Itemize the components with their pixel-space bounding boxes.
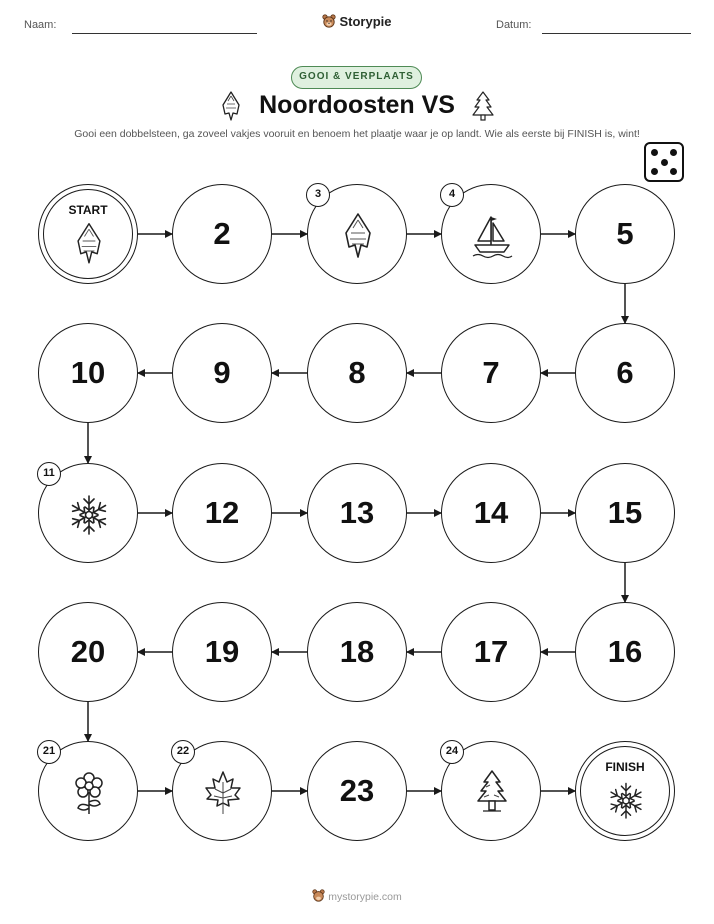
page-title: Noordoosten VS [259, 91, 455, 119]
space-number: 17 [473, 634, 509, 669]
space-number-badge: 21 [37, 740, 61, 764]
footer-url: mystorypie.com [328, 891, 402, 903]
board-space-14 [441, 463, 541, 563]
arrowhead-icon [336, 211, 380, 261]
space-number-badge: 3 [306, 183, 330, 207]
board-space-3 [307, 184, 407, 284]
board-space-17 [441, 602, 541, 702]
board-space-7 [441, 323, 541, 423]
board-space-12 [172, 463, 272, 563]
space-label: FINISH [605, 760, 645, 774]
space-number-badge: 24 [440, 740, 464, 764]
board-space-13 [307, 463, 407, 563]
snowflake-icon [67, 490, 111, 540]
space-number-badge: 22 [171, 740, 195, 764]
brand-name: Storypie [339, 14, 392, 29]
bear-icon [312, 889, 325, 902]
space-number: 18 [339, 634, 375, 669]
space-number: 15 [607, 495, 643, 530]
board-space-11 [38, 463, 138, 563]
board-space-10 [38, 323, 138, 423]
space-label: START [68, 203, 108, 217]
maple-leaf-icon [201, 768, 245, 818]
space-number: 6 [616, 355, 634, 390]
space-number: 14 [473, 495, 509, 530]
space-number: 7 [482, 355, 500, 390]
board-space-finish [575, 741, 675, 841]
board-space-21 [38, 741, 138, 841]
board-space-24 [441, 741, 541, 841]
board-space-15 [575, 463, 675, 563]
space-number: 8 [348, 355, 366, 390]
sailboat-icon [470, 211, 514, 261]
space-number: 9 [213, 355, 231, 390]
pine-tree-icon [470, 768, 514, 818]
die-icon [644, 142, 684, 182]
board-space-start [38, 184, 138, 284]
space-number: 23 [339, 773, 375, 808]
board-space-4 [441, 184, 541, 284]
space-number: 16 [607, 634, 643, 669]
space-number: 10 [70, 355, 106, 390]
snowflake-icon [606, 778, 646, 822]
space-number: 5 [616, 216, 634, 251]
board-space-23 [307, 741, 407, 841]
footer [0, 889, 714, 903]
board-space-5 [575, 184, 675, 284]
board-space-22 [172, 741, 272, 841]
board-space-8 [307, 323, 407, 423]
space-number: 19 [204, 634, 240, 669]
board-space-20 [38, 602, 138, 702]
space-number: 12 [204, 495, 240, 530]
space-number-badge: 4 [440, 183, 464, 207]
game-type-badge: GOOI & VERPLAATS [291, 66, 422, 89]
instructions-text: Gooi een dobbelsteen, ga zoveel vakjes vooruit en benoem het plaatje waar je op landt. Wie als eerste bij FINISH is, wint! [74, 128, 640, 140]
board-space-9 [172, 323, 272, 423]
board-space-19 [172, 602, 272, 702]
board-space-16 [575, 602, 675, 702]
arrowhead-icon [69, 221, 109, 265]
name-label: Naam: [24, 19, 57, 31]
name-line[interactable] [72, 33, 257, 34]
brand-logo [0, 14, 714, 29]
date-line[interactable] [542, 33, 691, 34]
board-space-2 [172, 184, 272, 284]
bear-icon [322, 14, 336, 28]
pine-tree-icon [468, 90, 498, 122]
space-number-badge: 11 [37, 462, 61, 486]
space-number: 13 [339, 495, 375, 530]
space-number: 20 [70, 634, 106, 669]
board-space-6 [575, 323, 675, 423]
space-number: 2 [213, 216, 231, 251]
flower-icon [67, 768, 111, 818]
board-space-18 [307, 602, 407, 702]
date-label: Datum: [496, 19, 532, 31]
